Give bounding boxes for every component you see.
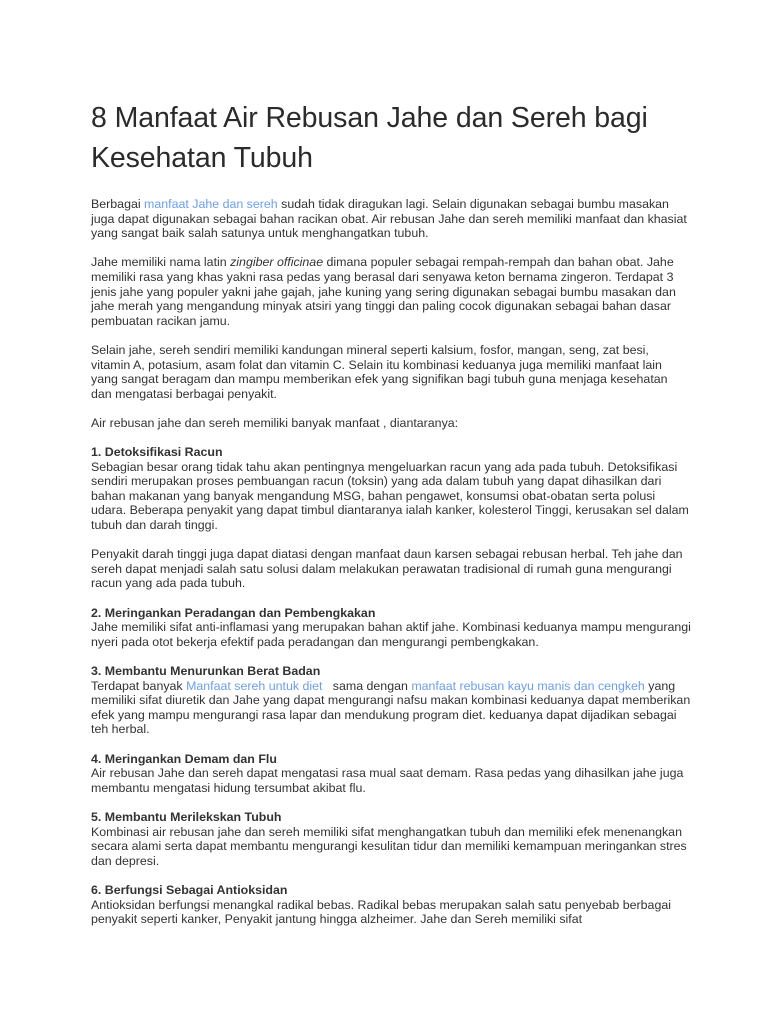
paragraph-list-intro: Air rebusan jahe dan sereh memiliki banyak manfaat , diantaranya: bbox=[91, 415, 459, 430]
section-rileks bbox=[91, 810, 691, 868]
paragraph-darah-tinggi: Penyakit darah tinggi juga dapat diatasi dengan manfaat daun karsen sebagai rebusan herbal. Teh jahe dan sereh dapat menjadi salah satu solusi dalam melakukan perawatan tradisional di rumah guna mengurangi racun yang ada pada tubuh. bbox=[91, 547, 683, 591]
section-heading: 3. Membantu Menurunkan Berat Badan bbox=[91, 664, 321, 678]
section-body: Antioksidan berfungsi menangkal radikal bebas. Radikal bebas merupakan salah satu penyebab berbagai penyakit seperti kanker, Penyakit jantung hingga alzheimer. Jahe dan Sereh memiliki sifat bbox=[91, 897, 671, 927]
section-antioksidan bbox=[91, 883, 691, 927]
link-manfaat-jahe-dan-sereh[interactable]: manfaat Jahe dan sereh bbox=[144, 197, 278, 211]
section-heading: 6. Berfungsi Sebagai Antioksidan bbox=[91, 882, 288, 897]
section-body: Sebagian besar orang tidak tahu akan pentingnya mengeluarkan racun yang ada pada tubuh. Detoksifikasi sendiri merupakan proses pembuangan racun (toksin) yang ada dalam tubuh yang dapat dihasilkan dari bahan makanan yang banyak mengandung MSG, bahan pengawet, konsumsi obat-obatan serta polusi udara. Beberapa penyakit yang dapat timbul diantaranya ialah kanker, kolesterol Tinggi, kerusakan sel dalam tubuh dan darah tinggi. bbox=[91, 459, 689, 533]
section-body: Air rebusan Jahe dan sereh dapat mengatasi rasa mual saat demam. Rasa pedas yang dihasilkan jahe juga membantu mengatasi hidung tersumbat akibat flu. bbox=[91, 766, 684, 795]
paragraph-jahe bbox=[91, 255, 691, 328]
latin-name: zingiber officinae bbox=[230, 255, 324, 270]
section-body: Jahe memiliki sifat anti-inflamasi yang merupakan bahan aktif jahe. Kombinasi keduanya mampu mengurangi nyeri pada otot bekerja efektif pada peradangan dan mengurangi pembengkakan. bbox=[91, 620, 691, 649]
intro-text-post: sudah tidak diragukan lagi. Selain digunakan sebagai bumbu masakan juga dapat digunakan sebagai bahan racikan obat. Air rebusan Jahe dan sereh memiliki manfaat dan khasiat yang sangat baik salah satunya untuk menghangatkan tubuh. bbox=[91, 197, 687, 241]
section-demam-flu bbox=[91, 752, 691, 796]
section-body: Kombinasi air rebusan jahe dan sereh memiliki sifat menghangatkan tubuh dan memiliki efek menenangkan secara alami serta dapat membantu mengurangi kesulitan tidur dan memiliki kemampuan meringankan stres dan depresi. bbox=[91, 824, 687, 868]
section-body-mid: sama dengan bbox=[322, 678, 412, 693]
section-body-pre: Terdapat banyak bbox=[91, 678, 187, 693]
section-heading: 1. Detoksifikasi Racun bbox=[91, 445, 223, 460]
section-body-post: yang memiliki sifat diuretik dan Jahe yang dapat mengurangi nafsu makan kombinasi keduanya dapat memberikan efek yang mampu mengurangi rasa lapar dan mendukung program diet. keduanya dapat dijadikan sebagai teh herbal. bbox=[91, 678, 691, 737]
intro-text-pre: Berbagai bbox=[91, 197, 145, 211]
link-rebusan-kayu-manis[interactable]: manfaat rebusan kayu manis dan cengkeh bbox=[411, 678, 645, 693]
section-heading: 2. Meringankan Peradangan dan Pembengkakan bbox=[91, 605, 376, 620]
document bbox=[91, 98, 691, 941]
section-heading: 5. Membantu Merilekskan Tubuh bbox=[91, 809, 282, 824]
page-title: 8 Manfaat Air Rebusan Jahe dan Sereh bagi Kesehatan Tubuh bbox=[91, 102, 648, 174]
paragraph-sereh: Selain jahe, sereh sendiri memiliki kandungan mineral seperti kalsium, fosfor, mangan, seng, zat besi, vitamin A, potasium, asam folat dan vitamin C. Selain itu kombinasi keduanya juga memiliki manfaat lain yang sangat beragam dan mampu memberikan efek yang signifikan bagi tubuh guna menjaga kesehatan dan mengatasi berbagai penyakit. bbox=[91, 342, 668, 401]
section-peradangan bbox=[91, 606, 691, 650]
section-berat-badan bbox=[91, 664, 691, 737]
section-heading: 4. Meringankan Demam dan Flu bbox=[91, 751, 277, 766]
paragraph-jahe-pre: Jahe memiliki nama latin bbox=[91, 255, 231, 270]
section-body bbox=[91, 679, 691, 737]
link-manfaat-sereh-diet[interactable]: Manfaat sereh untuk diet bbox=[186, 678, 323, 693]
section-detoksifikasi bbox=[91, 445, 691, 533]
intro-paragraph bbox=[91, 197, 691, 241]
paragraph-jahe-post: dimana populer sebagai rempah-rempah dan bahan obat. Jahe memiliki rasa yang khas yakni rasa pedas yang berasal dari senyawa keton bernama zingeron. Terdapat 3 jenis jahe yang populer yakni jahe gajah, jahe kuning yang sering digunakan sebagai bumbu masakan dan jahe merah yang mengandung minyak atsiri yang tinggi dan paling cocok digunakan sebagai bahan dasar pembuatan racikan jamu. bbox=[91, 255, 676, 328]
